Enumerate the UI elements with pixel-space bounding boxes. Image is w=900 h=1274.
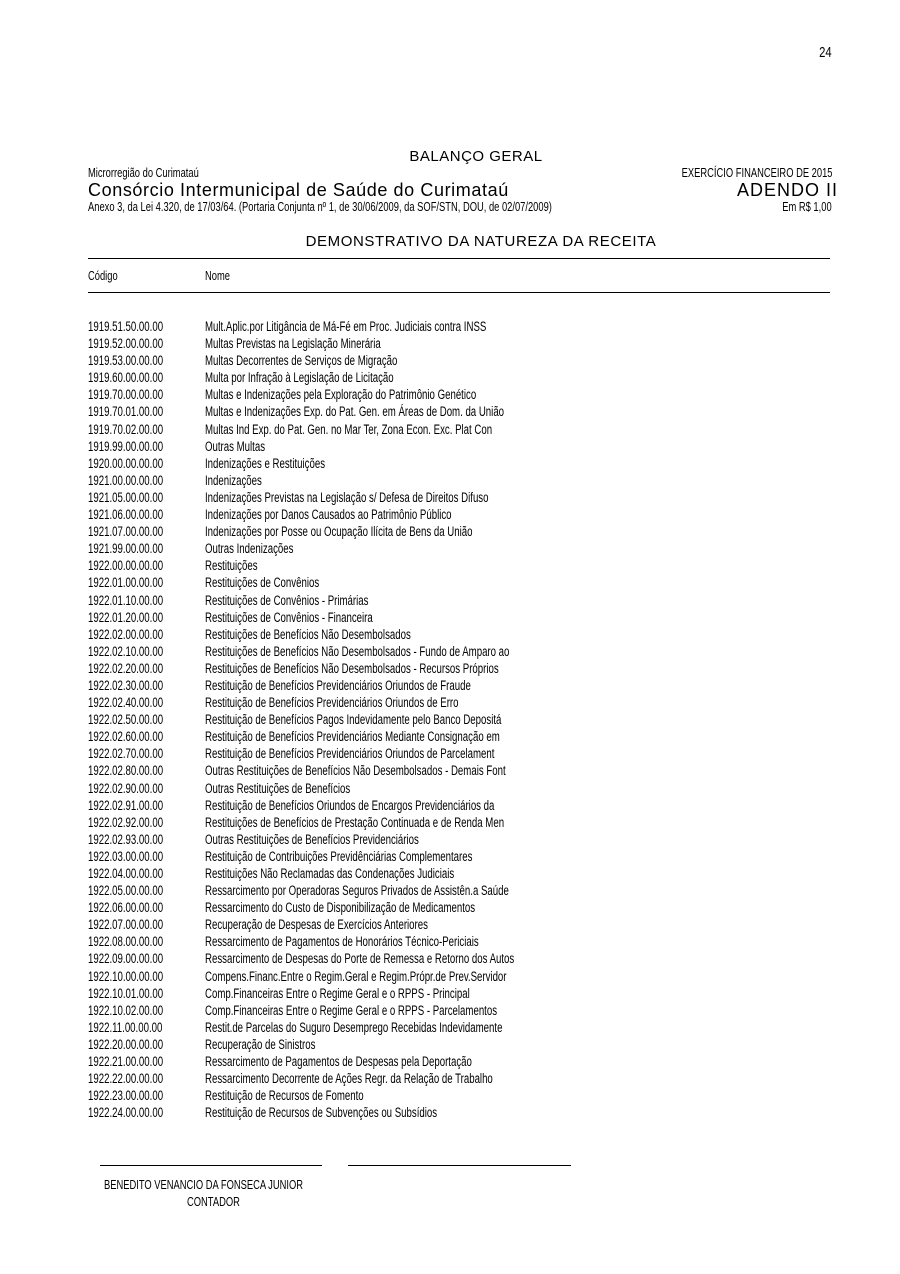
revenue-code: 1922.00.00.00.00 — [88, 558, 164, 574]
table-row — [88, 694, 830, 711]
table-row — [88, 557, 830, 574]
header-bottom-rule — [88, 292, 830, 293]
revenue-code: 1922.09.00.00.00 — [88, 951, 164, 967]
revenue-name: Outras Restituições de Benefícios Não Desembolsados - Demais Font — [205, 763, 506, 779]
revenue-code: 1922.02.93.00.00 — [88, 831, 164, 847]
revenue-name: Multas e Indenizações Exp. do Pat. Gen. em Áreas de Dom. da União — [205, 404, 505, 420]
table-row — [88, 472, 830, 489]
revenue-code: 1922.04.00.00.00 — [88, 866, 164, 881]
revenue-name: Multas e Indenizações pela Exploração do Patrimônio Genético — [205, 387, 477, 403]
table-row — [88, 882, 830, 899]
revenue-name: Ressarcimento Decorrente de Ações Regr. da Relação de Trabalho — [205, 1071, 493, 1087]
revenue-name: Recuperação de Sinistros — [205, 1036, 316, 1052]
revenue-name: Outras Restituições de Benefícios Previdenciários — [205, 831, 419, 847]
table-row — [88, 1053, 830, 1070]
table-row — [88, 506, 830, 523]
revenue-code: 1921.00.00.00.00 — [88, 472, 164, 488]
revenue-name: Restituição de Recursos de Fomento — [205, 1088, 364, 1104]
revenue-name: Ressarcimento por Operadoras Seguros Privados de Assistên.a Saúde — [205, 883, 509, 899]
table-row — [88, 626, 830, 643]
signature-line-accountant — [100, 1165, 322, 1166]
table-row — [88, 916, 830, 933]
table-row — [88, 660, 830, 677]
table-row — [88, 831, 830, 848]
revenue-code: 1922.02.00.00.00 — [88, 626, 164, 642]
revenue-code: 1922.02.92.00.00 — [88, 814, 164, 830]
revenue-code: 1922.05.00.00.00 — [88, 883, 164, 899]
revenue-code: 1922.07.00.00.00 — [88, 917, 164, 933]
revenue-name: Restituições de Convênios — [205, 575, 320, 591]
revenue-code: 1921.07.00.00.00 — [88, 524, 164, 540]
revenue-name: Ressarcimento do Custo de Disponibilização de Medicamentos — [205, 900, 476, 916]
revenue-name: Ressarcimento de Despesas do Porte de Remessa e Retorno dos Autos — [205, 951, 515, 967]
revenue-name: Restituição de Benefícios Previdenciários Oriundos de Erro — [205, 695, 459, 711]
revenue-code: 1922.01.00.00.00 — [88, 575, 164, 591]
revenue-name: Indenizações por Danos Causados ao Patrimônio Público — [205, 507, 452, 523]
revenue-name: Multas Decorrentes de Serviços de Migração — [205, 353, 398, 369]
revenue-name: Multa por Infração à Legislação de Licitação — [205, 370, 394, 386]
revenue-name: Restit.de Parcelas do Suguro Desemprego Recebidas Indevidamente — [205, 1019, 503, 1035]
revenue-name: Restituição de Benefícios Previdenciários Mediante Consignação em — [205, 729, 500, 745]
report-title: BALANÇO GERAL — [409, 148, 543, 165]
table-row — [88, 933, 830, 950]
revenue-name: Outras Multas — [205, 438, 266, 454]
revenue-code: 1922.08.00.00.00 — [88, 934, 164, 950]
revenue-code: 1922.02.90.00.00 — [88, 780, 164, 796]
currency-unit: Em R$ 1,00 — [782, 199, 832, 214]
table-row — [88, 489, 830, 506]
revenue-code: 1919.99.00.00.00 — [88, 438, 164, 454]
revenue-name: Restituições de Benefícios Não Desembolsados — [205, 626, 411, 642]
table-row — [88, 865, 830, 882]
table-row — [88, 335, 830, 352]
revenue-name: Comp.Financeiras Entre o Regime Geral e o RPPS - Parcelamentos — [205, 1002, 498, 1018]
table-row — [88, 762, 830, 779]
revenue-code: 1922.21.00.00.00 — [88, 1054, 164, 1070]
revenue-code: 1920.00.00.00.00 — [88, 455, 164, 471]
revenue-name: Recuperação de Despesas de Exercícios Anteriores — [205, 917, 428, 933]
revenue-name: Restituições de Benefícios Não Desembolsados - Recursos Próprios — [205, 660, 499, 676]
revenue-name: Ressarcimento de Pagamentos de Honorários Técnico-Periciais — [205, 934, 479, 950]
table-row — [88, 814, 830, 831]
revenue-name: Indenizações — [205, 472, 262, 488]
table-row — [88, 711, 830, 728]
report-subtitle: DEMONSTRATIVO DA NATUREZA DA RECEITA — [305, 233, 657, 250]
revenue-name: Restituições Não Reclamadas das Condenações Judiciais — [205, 866, 455, 881]
table-row — [88, 1036, 830, 1053]
revenue-name: Compens.Financ.Entre o Regim.Geral e Regim.Própr.de Prev.Servidor — [205, 968, 507, 984]
revenue-code: 1922.02.40.00.00 — [88, 695, 164, 711]
signature-line-second — [348, 1165, 571, 1166]
revenue-code: 1921.06.00.00.00 — [88, 507, 164, 523]
table-row — [88, 643, 830, 660]
revenue-code: 1919.52.00.00.00 — [88, 336, 164, 352]
table-row — [88, 609, 830, 626]
revenue-code: 1922.10.01.00.00 — [88, 985, 164, 1001]
revenue-code: 1922.02.50.00.00 — [88, 712, 164, 728]
revenue-name: Indenizações e Restituições — [205, 455, 326, 471]
table-row — [88, 592, 830, 609]
table-row — [88, 1070, 830, 1087]
column-header-name: Nome — [205, 268, 230, 283]
revenue-code: 1919.60.00.00.00 — [88, 370, 164, 386]
table-row — [88, 369, 830, 386]
revenue-name: Multas Ind Exp. do Pat. Gen. no Mar Ter, Zona Econ. Exc. Plat Con — [205, 421, 493, 437]
revenue-name: Indenizações Previstas na Legislação s/ Defesa de Direitos Difuso — [205, 489, 489, 505]
revenue-code: 1919.51.50.00.00 — [88, 319, 164, 334]
revenue-code: 1919.70.00.00.00 — [88, 387, 164, 403]
revenue-code: 1922.02.70.00.00 — [88, 746, 164, 762]
signatory-role: CONTADOR — [187, 1194, 240, 1209]
revenue-code: 1921.99.00.00.00 — [88, 541, 164, 557]
revenue-name: Outras Indenizações — [205, 541, 294, 557]
table-row — [88, 1087, 830, 1104]
revenue-code: 1922.22.00.00.00 — [88, 1071, 164, 1087]
revenue-code: 1922.02.20.00.00 — [88, 660, 164, 676]
revenue-name: Restituição de Benefícios Previdenciários Oriundos de Fraude — [205, 677, 471, 693]
revenue-name: Restituição de Benefícios Oriundos de Encargos Previdenciários da — [205, 797, 495, 813]
revenue-name: Restituições de Benefícios de Prestação Continuada e de Renda Men — [205, 814, 505, 830]
entity-name: Consórcio Intermunicipal de Saúde do Curimataú — [88, 180, 509, 200]
revenue-code: 1919.70.02.00.00 — [88, 421, 164, 437]
revenue-code: 1922.10.00.00.00 — [88, 968, 164, 984]
revenue-name: Restituição de Benefícios Previdenciários Oriundos de Parcelament — [205, 746, 495, 762]
table-row — [88, 574, 830, 591]
table-row — [88, 352, 830, 369]
table-row — [88, 780, 830, 797]
revenue-code: 1922.02.91.00.00 — [88, 797, 164, 813]
revenue-name: Restituições de Convênios - Financeira — [205, 609, 373, 625]
table-row — [88, 421, 830, 438]
revenue-code: 1922.10.02.00.00 — [88, 1002, 164, 1018]
law-reference: Anexo 3, da Lei 4.320, de 17/03/64. (Portaria Conjunta nº 1, de 30/06/2009, da SOF/STN, DOU, de 02/07/2009) — [88, 199, 552, 214]
revenue-name: Restituição de Contribuições Previdênciárias Complementares — [205, 848, 473, 864]
revenue-name: Restituições de Benefícios Não Desembolsados - Fundo de Amparo ao — [205, 643, 510, 659]
table-row — [88, 797, 830, 814]
table-row — [88, 968, 830, 985]
revenue-name: Comp.Financeiras Entre o Regime Geral e o RPPS - Principal — [205, 985, 470, 1001]
revenue-code: 1922.02.10.00.00 — [88, 643, 164, 659]
revenue-name: Restituições — [205, 558, 258, 574]
revenue-name: Outras Restituições de Benefícios — [205, 780, 351, 796]
table-row — [88, 728, 830, 745]
table-row — [88, 438, 830, 455]
revenue-code: 1922.01.20.00.00 — [88, 609, 164, 625]
revenue-name: Restituições de Convênios - Primárias — [205, 592, 369, 608]
revenue-code: 1922.02.30.00.00 — [88, 677, 164, 693]
table-row — [88, 386, 830, 403]
table-row — [88, 1104, 830, 1121]
revenue-name: Indenizações por Posse ou Ocupação Ilícita de Bens da União — [205, 524, 473, 540]
table-row — [88, 745, 830, 762]
revenue-name: Mult.Aplic.por Litigância de Má-Fé em Proc. Judiciais contra INSS — [205, 319, 487, 334]
revenue-name: Multas Previstas na Legislação Minerária — [205, 336, 381, 352]
revenue-code: 1919.53.00.00.00 — [88, 353, 164, 369]
table-row — [88, 899, 830, 916]
table-row — [88, 1019, 830, 1036]
revenue-code: 1922.01.10.00.00 — [88, 592, 164, 608]
revenue-code: 1922.06.00.00.00 — [88, 900, 164, 916]
revenue-code: 1922.11.00.00.00 — [88, 1019, 163, 1035]
revenue-code: 1922.03.00.00.00 — [88, 848, 164, 864]
revenue-table-body — [88, 318, 830, 1121]
revenue-code: 1922.24.00.00.00 — [88, 1105, 164, 1121]
table-row — [88, 677, 830, 694]
table-row — [88, 403, 830, 420]
region-label: Microrregião do Curimataú — [88, 165, 199, 180]
table-row — [88, 1002, 830, 1019]
table-row — [88, 523, 830, 540]
table-row — [88, 985, 830, 1002]
revenue-name: Ressarcimento de Pagamentos de Despesas pela Deportação — [205, 1054, 472, 1070]
revenue-code: 1922.20.00.00.00 — [88, 1036, 164, 1052]
revenue-code: 1922.23.00.00.00 — [88, 1088, 164, 1104]
page-number: 24 — [819, 44, 832, 61]
revenue-code: 1921.05.00.00.00 — [88, 489, 164, 505]
column-header-code: Código — [88, 268, 118, 283]
revenue-name: Restituição de Recursos de Subvenções ou Subsídios — [205, 1105, 438, 1121]
addendum-label: ADENDO II — [736, 180, 838, 200]
revenue-name: Restituição de Benefícios Pagos Indevidamente pelo Banco Depositá — [205, 712, 502, 728]
table-row — [88, 455, 830, 472]
revenue-code: 1922.02.60.00.00 — [88, 729, 164, 745]
signatory-name: BENEDITO VENANCIO DA FONSECA JUNIOR — [104, 1177, 304, 1192]
table-row — [88, 950, 830, 967]
revenue-code: 1919.70.01.00.00 — [88, 404, 164, 420]
table-row — [88, 318, 830, 335]
revenue-code: 1922.02.80.00.00 — [88, 763, 164, 779]
header-top-rule — [88, 258, 830, 259]
table-row — [88, 848, 830, 865]
table-row — [88, 540, 830, 557]
fiscal-year-label: EXERCÍCIO FINANCEIRO DE 2015 — [681, 165, 832, 180]
